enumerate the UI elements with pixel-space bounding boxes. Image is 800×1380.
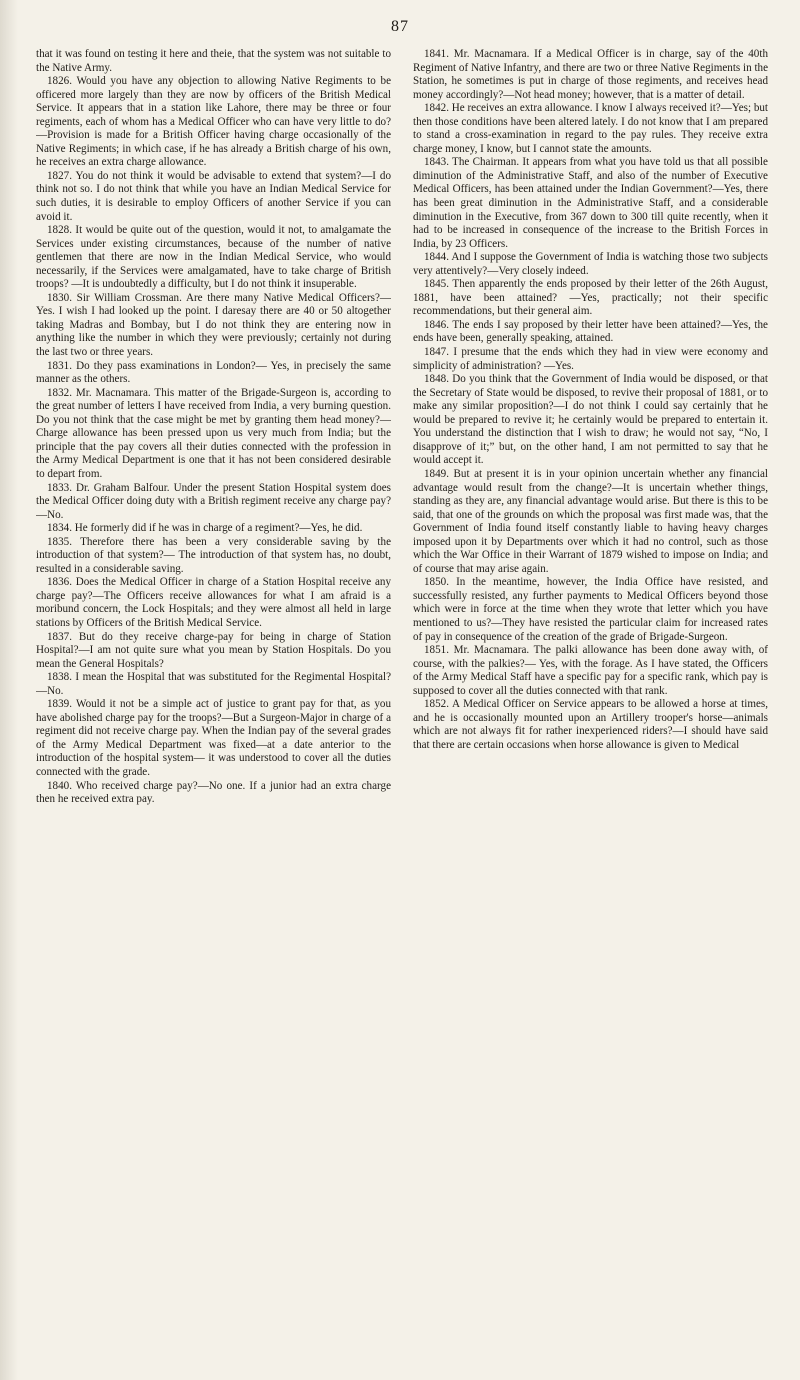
paragraph: 1849. But at present it is in your opinion uncertain whether any financial advantage would result from the change?—It is uncertain whether things, standing as they are, any financial advantage would arise. But there is this to be said, that one of the grounds on which the proposal was first made was, that the Government of India found itself constantly liable to having heavy charges imposed upon it by Departments over which it had no control, such as those which the War Office in their Warrant of 1879 wished to impose on India; and of course that may arise again.	[413, 467, 768, 575]
paragraph: 1827. You do not think it would be advisable to extend that system?—I do think not so. I do not think that while you have an Indian Medical Service for such duties, it is desirable to employ Officers of another Service if you can avoid it.	[36, 169, 391, 223]
paragraph: 1847. I presume that the ends which they had in view were economy and simplicity of administration? —Yes.	[413, 346, 768, 372]
paragraph: that it was found on testing it here and theie, that the system was not suitable to the Native Army.	[36, 48, 391, 74]
right-column	[413, 48, 768, 1368]
paragraph: 1833. Dr. Graham Balfour. Under the present Station Hospital system does the Medical Officer doing duty with a British regiment receive any charge pay?—No.	[36, 481, 391, 521]
paragraph: 1828. It would be quite out of the question, would it not, to amalgamate the Services under existing circumstances, because of the number of native gentlemen that there are now in the Indian Medical Service, who would necessarily, if the Services were amalgamated, have to take charge of British troops? —It is undoubtedly a difficulty, but I do not think it insuperable.	[36, 224, 391, 291]
paragraph: 1835. Therefore there has been a very considerable saving by the introduction of that system?— The introduction of that system has, no doubt, resulted in a considerable saving.	[36, 535, 391, 575]
paragraph: 1830. Sir William Crossman. Are there many Native Medical Officers?—Yes. I wish I had looked up the point. I daresay there are 40 or 50 altogether taking Madras and Bombay, but I do not think they are entering now in anything like the number in which they were previously; certainly not during the last two or three years.	[36, 291, 391, 359]
paragraph: 1842. He receives an extra allowance. I know I always received it?—Yes; but then those conditions have been altered lately. I do not know that I am prepared to stand a cross-examination in regard to the pay rules. They receive extra charge money, I know, but I cannot state the amounts.	[413, 102, 768, 155]
paragraph: 1848. Do you think that the Government of India would be disposed, or that the Secretary of State would be disposed, to revive their proposal of 1881, or to make any similar proposition?—I do not think I could say certainly that he would be prepared to revive it; he certainly would be prepared to entertain it. You understand the distinction that I wish to draw; he would not say, “No, I disapprove of it;” but, on the other hand, I am not permitted to say that he would accept it.	[413, 373, 768, 467]
paragraph: 1841. Mr. Macnamara. If a Medical Officer is in charge, say of the 40th Regiment of Native Infantry, and there are two or three Native Regiments in the Station, he sometimes is put in charge of those regiments, and receives head money accordingly?—Not head money; however, that is a matter of detail.	[413, 48, 768, 101]
paragraph: 1851. Mr. Macnamara. The palki allowance has been done away with, of course, with the palkies?— Yes, with the forage. As I have stated, the Officers of the Army Medical Staff have a specific pay for a specific rank, which pay is supposed to cover all the duties connected with that rank.	[413, 644, 768, 697]
paragraph: 1836. Does the Medical Officer in charge of a Station Hospital receive any charge pay?—The Officers receive allowances for what I am afraid is a moribund concern, the Lock Hospitals; and they were almost all held in large stations by Officers of the British Medical Service.	[36, 576, 391, 629]
paragraph: 1832. Mr. Macnamara. This matter of the Brigade-Surgeon is, according to the great number of letters I have received from India, a very burning question. Do you not think that the case might be met by granting them head money?— Charge allowance has been pressed upon us very much from India; but the principle that the pay covers all their duties connected with the profession in the Army Medical Department is one that it has not been considered desirable to depart from.	[36, 386, 391, 480]
paragraph: 1840. Who received charge pay?—No one. If a junior had an extra charge then he received extra pay.	[36, 779, 391, 806]
paragraph: 1839. Would it not be a simple act of justice to grant pay for that, as you have abolished charge pay for the troops?—But a Surgeon-Major in charge of a regiment did not receive charge pay. When the Indian pay of the several grades of the Army Medical Department was fixed—at a date anterior to the introduction of the hospital system— it was understood to cover all the duties connected with the grade.	[36, 698, 391, 778]
paragraph: 1846. The ends I say proposed by their letter have been attained?—Yes, the ends have been, generally speaking, attained.	[413, 318, 768, 345]
paragraph: 1850. In the meantime, however, the India Office have resisted, and successfully resisted, any further payments to Medical Officers beyond those which were in force at the time when they wrote that letter which you have mentioned to us?—They have resisted the particular claim for increased rates of pay in consequence of the creation of the grade of Brigade-Surgeon.	[413, 576, 768, 643]
paragraph: 1826. Would you have any objection to allowing Native Regiments to be officered more largely than they are now by officers of the British Medical Service. It appears that in a station like Lahore, there may be three or four regiments, each of whom has a Medical Officer who can have very little to do? —Provision is made for a British Officer having charge occasionally of the Native Regiments; in which case, if he has already a British charge of his own, he receives an extra charge allowance.	[36, 75, 391, 169]
paragraph: 1844. And I suppose the Government of India is watching those two subjects very attentively?—Very closely indeed.	[413, 251, 768, 277]
text-columns	[36, 48, 768, 1368]
page-edge-shadow	[0, 0, 18, 1380]
page-number: 87	[391, 18, 409, 35]
paragraph: 1838. I mean the Hospital that was substituted for the Regimental Hospital?—No.	[36, 671, 391, 697]
paragraph: 1834. He formerly did if he was in charge of a regiment?—Yes, he did.	[47, 522, 363, 535]
paragraph: 1845. Then apparently the ends proposed by their letter of the 26th August, 1881, have been attained? —Yes, practically; not their specific recommendations, but their general aim.	[413, 278, 768, 318]
left-column	[36, 48, 391, 1368]
paragraph: 1852. A Medical Officer on Service appears to be allowed a horse at times, and he is occasionally mounted upon an Artillery trooper's horse—animals which are not always fit for rather inexperienced riders?—I should have said that there are certain occasions when horse allowance is given to Medical	[413, 698, 768, 751]
paragraph: 1831. Do they pass examinations in London?— Yes, in precisely the same manner as the others.	[36, 359, 391, 386]
paragraph: 1837. But do they receive charge-pay for being in charge of Station Hospital?—I am not quite sure what you mean by Station Hospitals. Do you mean the General Hospitals?	[36, 630, 391, 670]
paragraph: 1843. The Chairman. It appears from what you have told us that all possible diminution of the Administrative Staff, and also of the number of Executive Medical Officers, has been attained under the Indian Government?—Yes, there has been great diminution in the Administrative Staff, and a considerable diminution in the Executive, from 367 down to 300 till quite recently, when it had to be increased in consequence of the increase to the British Forces in India, by 23 Officers.	[413, 156, 768, 250]
